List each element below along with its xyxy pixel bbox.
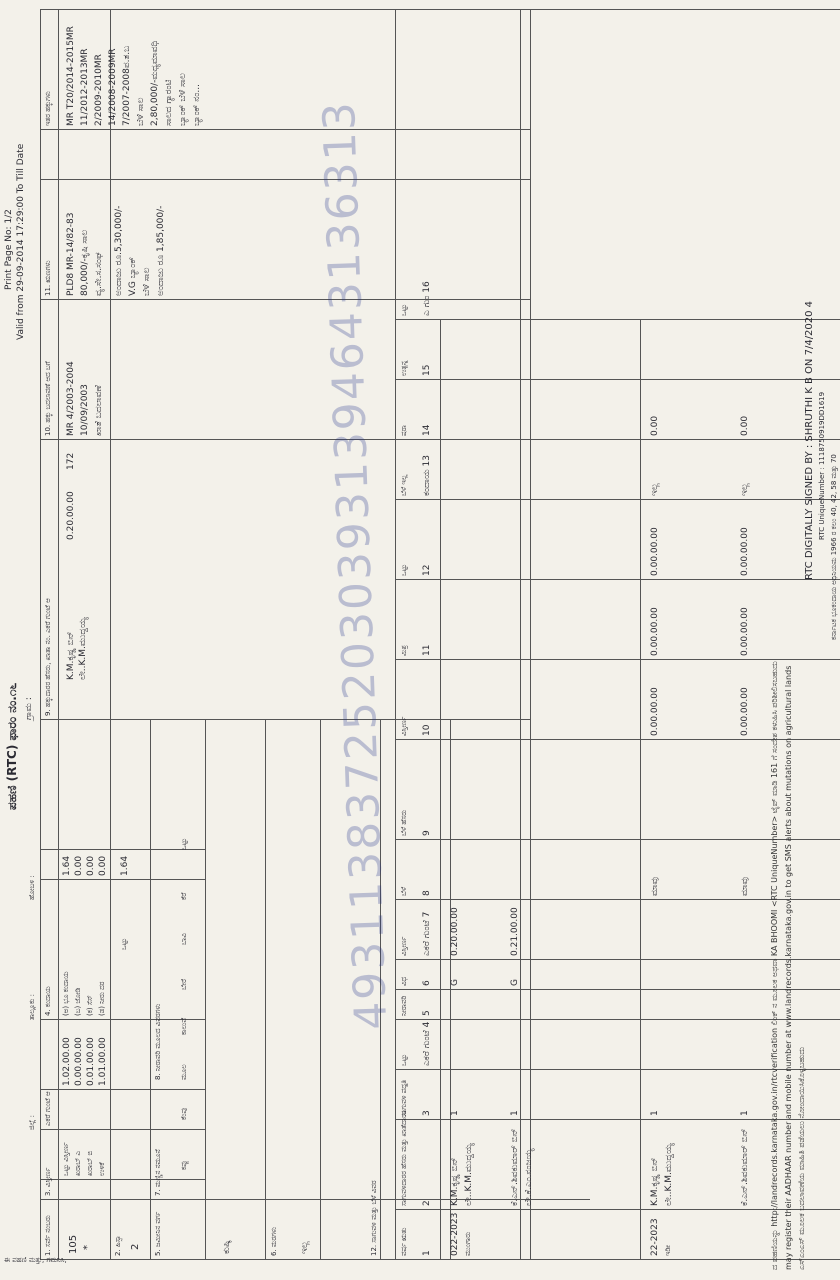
- rule: [58, 10, 59, 1260]
- cult-area: 0.20.00.00: [450, 907, 460, 956]
- cult-season: ಇಡೀ: [664, 1245, 672, 1256]
- owner-khata: 172: [66, 452, 76, 470]
- liabilities-head: 11. ಋಣಗಳು: [44, 260, 52, 296]
- mutation-head: 10. ಹಕ್ಕು ಬದಲಾವಣೆ ಆದ ಬಗೆ: [44, 361, 52, 436]
- rule: [440, 320, 441, 1260]
- col-num: 10: [422, 724, 432, 736]
- rule: [640, 320, 641, 1260]
- cult-irr: G: [450, 979, 460, 986]
- rule: [40, 129, 530, 130]
- land-type: ಕುಷ್ಕಿ: [222, 1240, 232, 1254]
- liability-line: PLD8 MR-14/82-83: [66, 212, 76, 296]
- cult-c11: 0.00.00.00: [650, 607, 660, 656]
- col-title: ವಿಸ್ತೀರ್ಣ: [400, 936, 408, 956]
- land-type-label: 5. ಜಮೀನಿನ ವರ್ಗ: [154, 1211, 162, 1256]
- irrigation-col: ಒಟ್ಟು: [180, 837, 188, 850]
- watermark-number: 4931138372520303931394643136313: [313, 99, 398, 1031]
- owner-area: 0.20.00.00: [66, 491, 76, 540]
- village-label: ಗ್ರಾಮ :: [24, 697, 34, 720]
- tax-row-value: 1.64: [62, 855, 72, 876]
- rule: [395, 10, 396, 1260]
- print-page: Print Page No: 1/2: [4, 209, 14, 290]
- cult-c13: ಇಲ್ಲ: [650, 483, 660, 496]
- col-title: ಒಟ್ಟು: [400, 1053, 408, 1066]
- irrigation-col: ಮೂಲ: [180, 1064, 188, 1080]
- col-num: 15: [422, 364, 432, 376]
- register-line: may register their AADHAAR number and mobile number at www.landrecords.karnataka.gov.in to get SMS alerts about mutations on agricultural lands: [784, 665, 793, 1270]
- col-num: 3: [422, 1110, 432, 1116]
- cult-season: ಮುಂಗಾರು: [464, 1231, 472, 1256]
- tax-total-label: ಒಟ್ಟು: [120, 937, 128, 950]
- other-right-line: MR T20/2014-2015MR: [66, 26, 76, 126]
- col-num: 8: [422, 890, 432, 896]
- cult-pattern: 1: [740, 1110, 750, 1116]
- col-title: ಒಟ್ಟು: [400, 563, 408, 576]
- hobli-label: ಹೋಬಳಿ :: [28, 875, 36, 900]
- col-num: 1: [422, 1250, 432, 1256]
- irrigation-col: ಬಾವಿ: [180, 933, 188, 945]
- rule: [40, 1089, 205, 1090]
- liability-line: V.G ಬ್ಯಾಂಕ್: [128, 256, 138, 296]
- hissa-label: 2. ಹಿಸ್ಸಾ: [114, 1235, 122, 1256]
- cult-crop: ಮಾವು: [740, 876, 750, 896]
- cult-area: 0.21.00.00: [510, 907, 520, 956]
- area-head: 3. ವಿಸ್ತೀರ್ಣ: [44, 1167, 52, 1196]
- soil-col: ಕೆಂಪು: [180, 1107, 188, 1120]
- area-row-label: ಒಟ್ಟು ವಿಸ್ತೀರ್ಣ: [62, 1142, 70, 1176]
- cult-irr: G: [510, 979, 520, 986]
- soil-head: 7. ಮಣ್ಣಿನ ನಮೂನೆ: [154, 1149, 162, 1196]
- liability-line: ಬೆಳೆ ಸಾಲ: [142, 267, 152, 296]
- liability-line: ಅಂದಾಜು ರೂ.5,30,000/-: [114, 205, 124, 296]
- tax-row-value: 0.00: [74, 855, 84, 876]
- rule: [40, 10, 41, 1260]
- other-right-line: 7/2007-2008ಪ.ತ.ಬ: [122, 45, 132, 126]
- hissa-value: 2: [130, 1243, 141, 1250]
- col-title: ಬೆಳೆ ಹೆಸರು: [400, 809, 408, 836]
- cult-pattern: 1: [450, 1110, 460, 1116]
- liability-line: ಅಂದಾಜು ರೂ 1,85,000/-: [156, 205, 166, 296]
- owner-father: ಲೇ..K.M.ಮುದ್ದಯ್ಯ: [78, 617, 88, 680]
- col-title: ಬೆಳೆ ಇಲ್ಲ: [400, 474, 408, 496]
- tax-row-label: (ಕ) ಸೆಸ್: [86, 995, 94, 1016]
- unique-number: RTC UniqueNumber : 1118750919DD1619: [818, 391, 826, 540]
- cult-father: ಲೇ..K.M.ಮುದ್ದಯ್ಯ: [664, 1143, 674, 1206]
- col-num: ಎ ಗುಂ 16: [422, 281, 432, 316]
- rule: [40, 1129, 205, 1130]
- cult-pattern: 1: [650, 1110, 660, 1116]
- cult-c14: 0.00: [740, 415, 750, 436]
- rule: [205, 720, 206, 1260]
- area-row-value: 0.01.00.00: [86, 1037, 96, 1086]
- area-row-label: ಖರಾಬ್ ಬಿ: [86, 1150, 94, 1176]
- tax-row-label: (ಬ) ಜೋಡಿ: [74, 987, 82, 1016]
- irrigation-col: ಕಾಲುವೆ: [180, 1017, 188, 1035]
- taluk-label: ತಾಲ್ಲೂಕು :: [28, 994, 36, 1020]
- valid-from: Valid from 29-09-2014 17:29:00 To Till Date: [16, 143, 26, 340]
- col-num: 9: [422, 830, 432, 836]
- col-num: ಕಂದಾಯ 13: [422, 455, 432, 496]
- area-row-value: 0.00.00.00: [74, 1037, 84, 1086]
- rule: [40, 1199, 590, 1200]
- survey-no: 105: [68, 1234, 79, 1254]
- mutation-date: 10/09/2003: [80, 384, 90, 436]
- rule: [40, 719, 530, 720]
- rule: [265, 720, 266, 1260]
- rule: [40, 299, 530, 300]
- area-row-value: 1.01.00.00: [98, 1037, 108, 1086]
- col-title: ಸಾಗುವಳಿದಾರರ ಹೆಸರು ಮತ್ತು ಖಾತೆದಾರರ: [400, 1110, 408, 1206]
- liability-line: 80,000/-ಕೃಷಿ ಸಾಲ: [80, 229, 90, 296]
- liability-line: ವ್ಯ.ಸೇ.ಸ.ಸಂಘ: [94, 252, 104, 296]
- cult-c12: 0.00.00.00: [650, 527, 660, 576]
- other-right-line: 2/2009-2010MR: [94, 54, 104, 126]
- area-sub: ಎಕರೆ ಗುಂಟೆ ಆ: [44, 1091, 52, 1126]
- rule: [40, 879, 205, 880]
- cult-name: ಕೆ.ಎನ್.ಶಿವಕುಮಾರ್ ಬಿನ್: [740, 1128, 750, 1206]
- col-title: ಬೆಳೆ: [400, 886, 408, 896]
- col-title: ಸಾಗುವಳಿ ಪದ್ದತಿ: [400, 1079, 408, 1116]
- law-line: ಕರ್ನಾಟಕ ಭೂಕಂದಾಯ ಅಧಿನಿಯಮ 1966 ರ ಕಲಂ 40, 42, 58 ಮತ್ತು 70: [830, 454, 838, 640]
- col-num: 5: [422, 1010, 432, 1016]
- col-num: ಎಕರೆ ಗುಂಟೆ 7: [422, 911, 432, 956]
- area-row-value: 1.02.00.00: [62, 1037, 72, 1086]
- owners-head: 9. ಹಕ್ಕುದಾರರ ಹೆಸರು, ಖಾತಾ ನಂ. ಎಕರೆ ಗುಂಟೆ ಆ: [44, 598, 52, 716]
- col-num: 12: [422, 564, 432, 576]
- col-title: ನೀರಾವರಿ: [400, 995, 408, 1016]
- rule: [40, 1179, 205, 1180]
- col-title: ಷರಾ: [400, 425, 408, 436]
- survey-mark: *: [82, 1245, 93, 1250]
- area-row-label: ಉಳಿಕೆ: [98, 1162, 106, 1176]
- col-title: ವಿಸ್ತೀರ್ಣ: [400, 716, 408, 736]
- col-num: 14: [422, 424, 432, 436]
- cult-name: K.M.ಕೃಷ್ಣ ಬಿನ್: [650, 1157, 660, 1206]
- tax-total: 1.64: [120, 855, 130, 876]
- irrigation-col: ಕೆರೆ: [180, 892, 188, 900]
- cult-name: ಕೆ.ಎನ್.ಶಿವಕುಮಾರ್ ಬಿನ್: [510, 1128, 520, 1206]
- district-label: ಜಿಲ್ಲೆ :: [28, 1115, 36, 1130]
- verify-line: ದ ಪಹಣಿಯನ್ನು http://landrecords.karnataka.gov.in/rtcverification ಲಿಂಕ್ ನ ಮೂಲಕ ಅಥವಾ KA BHOOMI <RTC UniqueNumber> ಟೈಪ್ ಮಾಡಿ 161 ಗೆ ಸಂದೇಶ ಕಳುಹಿಸಿ ಪರಿಶೀಲಿಸಬಹುದು: [770, 661, 779, 1270]
- cult-father: ಲೇ.ಕೆ.ಎಂ.ನಂಜಯ್ಯ: [524, 1148, 534, 1206]
- cult-c12: 0.00.00.00: [740, 527, 750, 576]
- col-num: ಎಕರೆ ಗುಂಟೆ 4: [422, 1021, 432, 1066]
- col-title: ಒಟ್ಟು: [400, 303, 408, 316]
- cult-name: K.M.ಕೃಷ್ಣ ಬಿನ್: [450, 1157, 460, 1206]
- alert-line: ಎಸ್ಎಂಎಸ್ ಮೂಲಕ ಬದಲಾವಣೆಯ ಮಾಹಿತಿ ಪಡೆಯಲು ನೋಂದಾಯಿಸಿಕೊಳ್ಳಬಹುದು: [797, 1046, 806, 1270]
- tax-row-label: (ಡ) ನೀರು ದರ: [98, 981, 106, 1016]
- cult-c10: 0.00.00.00: [650, 687, 660, 736]
- other-right-line: 2,80,000/-ಮಧ್ಯಮಾವಧಿ: [150, 40, 160, 126]
- cult-c11: 0.00.00.00: [740, 607, 750, 656]
- irrigation-head: 8. ನೀರಾವರಿ ಮೂಲದ ವಿವರಗಳು: [154, 1003, 162, 1080]
- cultivation-head: 12. ಸಾಗುವಳಿ ಮತ್ತು ಬೆಳೆ ವಿವರ: [370, 1180, 378, 1256]
- tree-label: 6. ಮರಗಳು: [270, 1226, 278, 1256]
- cult-father: ಲೇ..K.M.ಮುದ್ದಯ್ಯ: [464, 1143, 474, 1206]
- tax-row-label: (ಅ) ಭೂ ಕಂದಾಯ: [62, 971, 70, 1016]
- col-title: ವರ್ಷ ಋತು: [400, 1227, 408, 1256]
- owner-name: K.M.ಕೃಷ್ಣ ಬಿನ್: [66, 631, 76, 680]
- survey-no-label: 1. ಸರ್ವೆ ನಂಬರು: [44, 1215, 52, 1256]
- col-title: ವಿಧ: [400, 976, 408, 986]
- rule: [520, 10, 521, 1260]
- footer-notes: [770, 70, 807, 1270]
- cult-c10: 0.00.00.00: [740, 687, 750, 736]
- col-num: 6: [422, 980, 432, 986]
- left-note: ಈ ಪಹಣಿ ಮತ್ತು, ಗಮನಿಸಿ,: [4, 1256, 67, 1264]
- other-right-line: ಬೆಳೆ ಸಾಲ: [136, 97, 146, 126]
- form-title: ಪಹಣಿ (RTC) ಫಾರಂ ನಂ.೧೬: [5, 682, 19, 810]
- col-title: ಉತ್ಪನ್ನ: [400, 360, 408, 376]
- signed-line: RTC DIGITALLY SIGNED BY : SHRUTHI K B ON 7/4/2020 4: [804, 300, 815, 580]
- rule: [320, 720, 321, 1260]
- rule: [530, 10, 531, 1260]
- cult-c13: ಇಲ್ಲ: [740, 483, 750, 496]
- col-num: 11: [422, 644, 432, 656]
- mutation-mr: MR 4/2003-2004: [66, 361, 76, 436]
- rule: [110, 10, 111, 1260]
- rule: [150, 720, 151, 1260]
- tax-head: 4. ಕಂದಾಯ: [44, 986, 52, 1016]
- irrigation-col: ಬೇರೆ: [180, 978, 188, 990]
- cult-year: 22-2023: [650, 1218, 660, 1256]
- soil-col: ಕಪ್ಪು: [180, 1160, 188, 1170]
- other-right-line: ಸಾಲದ ಗ್ಯಾರಂಟಿ: [164, 79, 174, 126]
- col-num: 2: [422, 1200, 432, 1206]
- cult-pattern: 1: [510, 1110, 520, 1116]
- tax-row-value: 0.00: [86, 855, 96, 876]
- other-right-line: ಬ್ಯಾಂಕ್ ಬೆಳೆ ಸಾಲ: [178, 73, 188, 126]
- rule: [40, 179, 530, 180]
- tax-row-value: 0.00: [98, 855, 108, 876]
- other-rights-head: ಇತರ ಹಕ್ಕುಗಳು: [44, 91, 52, 126]
- cult-year: 022-2023: [450, 1212, 460, 1256]
- other-right-line: 14/2008-2009MR: [108, 48, 118, 126]
- other-right-line: 11/2012-2013MR: [80, 48, 90, 126]
- tree-value: ಇಲ್ಲ: [300, 1241, 310, 1254]
- cult-c14: 0.00: [650, 415, 660, 436]
- col-title: ಮಿಶ್ರ: [400, 645, 408, 656]
- other-right-line: ಬ್ಯಾಂಕ್ ನಂ...: [192, 84, 202, 126]
- mutation-note: ಖಾತೆ ಬದಲಾವಣೆ: [94, 385, 104, 436]
- cult-crop: ಮಾವು: [650, 876, 660, 896]
- rule: [40, 9, 840, 10]
- area-row-label: ಖರಾಬ್ ಎ: [74, 1150, 82, 1176]
